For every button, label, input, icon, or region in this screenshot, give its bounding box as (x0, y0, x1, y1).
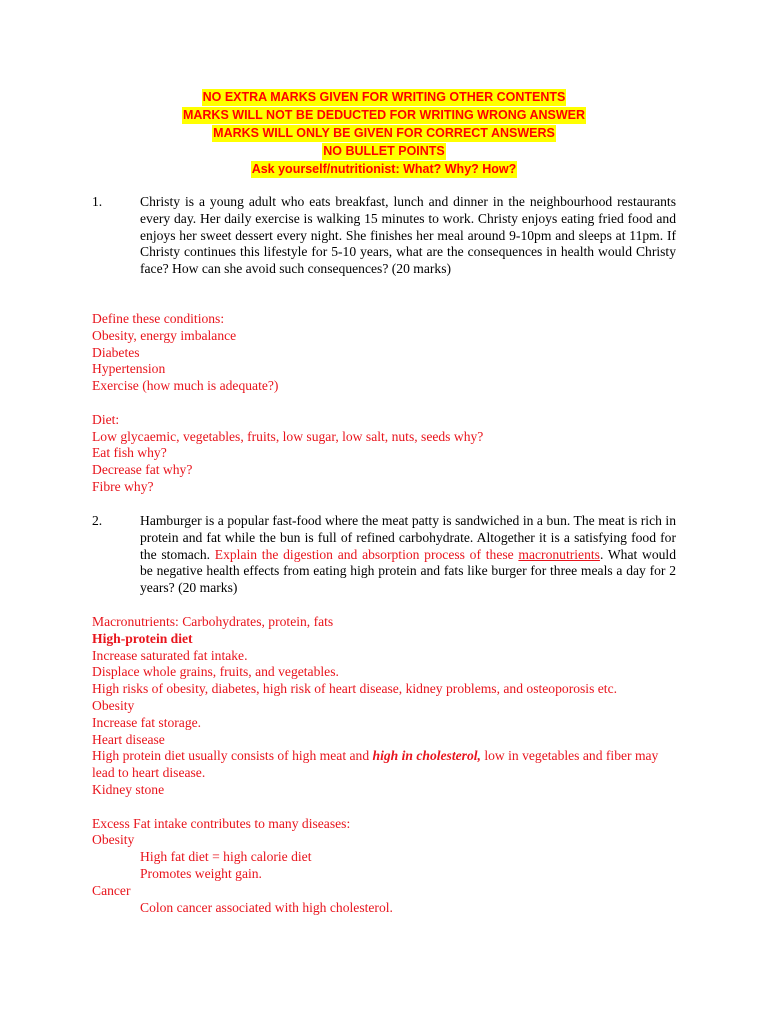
question-highlight-text: Explain the digestion and absorption process of these (214, 546, 519, 562)
answer-1-notes (92, 311, 676, 496)
heart-disease-explanation (92, 748, 676, 782)
instructions-header (0, 88, 768, 178)
emphasis-text: high in cholesterol, (372, 748, 481, 764)
instruction-line: Ask yourself/nutritionist: What? Why? How? (251, 162, 517, 176)
diet-item: Eat fish why? (92, 445, 167, 461)
note-line: Displace whole grains, fruits, and vegetables. (92, 664, 339, 680)
diet-title: Diet: (92, 411, 120, 427)
disease-heading: Obesity (92, 832, 135, 848)
question-text-part: Hamburger is a popular fast-food where the meat patty is sandwiched in a bun. The meat is rich in protein and fat while the bun is full of refined carbohydrate. Altogether it is a satisfying food for the stomach. (140, 513, 676, 562)
question-1 (92, 194, 676, 278)
answer-2-notes (92, 614, 676, 916)
condition-item: Obesity, energy imbalance (92, 327, 237, 343)
note-line: High risks of obesity, diabetes, high risk of heart disease, kidney problems, and osteoporosis etc. (92, 681, 618, 697)
instruction-line: MARKS WILL ONLY BE GIVEN FOR CORRECT ANSWERS (213, 126, 555, 140)
macronutrients-line: Macronutrients: Carbohydrates, protein, fats (92, 614, 334, 629)
underlined-term: macronutrients (518, 546, 600, 562)
instruction-line: MARKS WILL NOT BE DEDUCTED FOR WRITING WRONG ANSWER (182, 108, 586, 122)
disease-detail: Promotes weight gain. (140, 865, 262, 881)
condition-item: Exercise (how much is adequate?) (92, 378, 279, 394)
diet-item: Decrease fat why? (92, 462, 193, 478)
instruction-line: NO BULLET POINTS (323, 144, 445, 158)
question-text: Christy is a young adult who eats breakfast, lunch and dinner in the neighbourhood restaurants every day. Her daily exercise is walking 15 minutes to work. Christy enjoys eating fried food and enjoys her sweet dessert every night. She finishes her meal around 9-10pm and sleeps at 11pm. If Christy continues this lifestyle for 5-10 years, what are the consequences in health would Christy face? How can she avoid such consequences? (20 marks) (140, 194, 676, 277)
question-text-part: . What would be negative health effects from eating high protein and fats like burger for three meals a day for 2 years? (20 marks) (140, 546, 676, 596)
note-text: low in vegetables and fiber may lead to heart disease. (92, 748, 659, 781)
note-line: Increase saturated fat intake. (92, 647, 248, 663)
high-protein-title: High-protein diet (92, 630, 193, 646)
question-2 (92, 513, 676, 597)
diet-item: Low glycaemic, vegetables, fruits, low sugar, low salt, nuts, seeds why? (92, 428, 484, 444)
note-line: Increase fat storage. (92, 714, 202, 730)
note-line: Kidney stone (92, 781, 165, 797)
note-text: High protein diet usually consists of high meat and (92, 748, 373, 764)
diet-item: Fibre why? (92, 478, 154, 494)
note-line: Heart disease (92, 731, 165, 747)
disease-heading: Cancer (92, 882, 131, 898)
define-title: Define these conditions: (92, 311, 225, 326)
instruction-line: NO EXTRA MARKS GIVEN FOR WRITING OTHER CONTENTS (202, 90, 566, 104)
excess-fat-title: Excess Fat intake contributes to many diseases: (92, 815, 351, 831)
disease-detail: Colon cancer associated with high cholesterol. (140, 899, 393, 915)
question-text (140, 513, 676, 597)
question-number: 2. (92, 513, 103, 528)
disease-detail: High fat diet = high calorie diet (140, 849, 312, 865)
question-number: 1. (92, 194, 103, 209)
condition-item: Diabetes (92, 344, 140, 360)
note-line: Obesity (92, 697, 135, 713)
condition-item: Hypertension (92, 361, 166, 377)
